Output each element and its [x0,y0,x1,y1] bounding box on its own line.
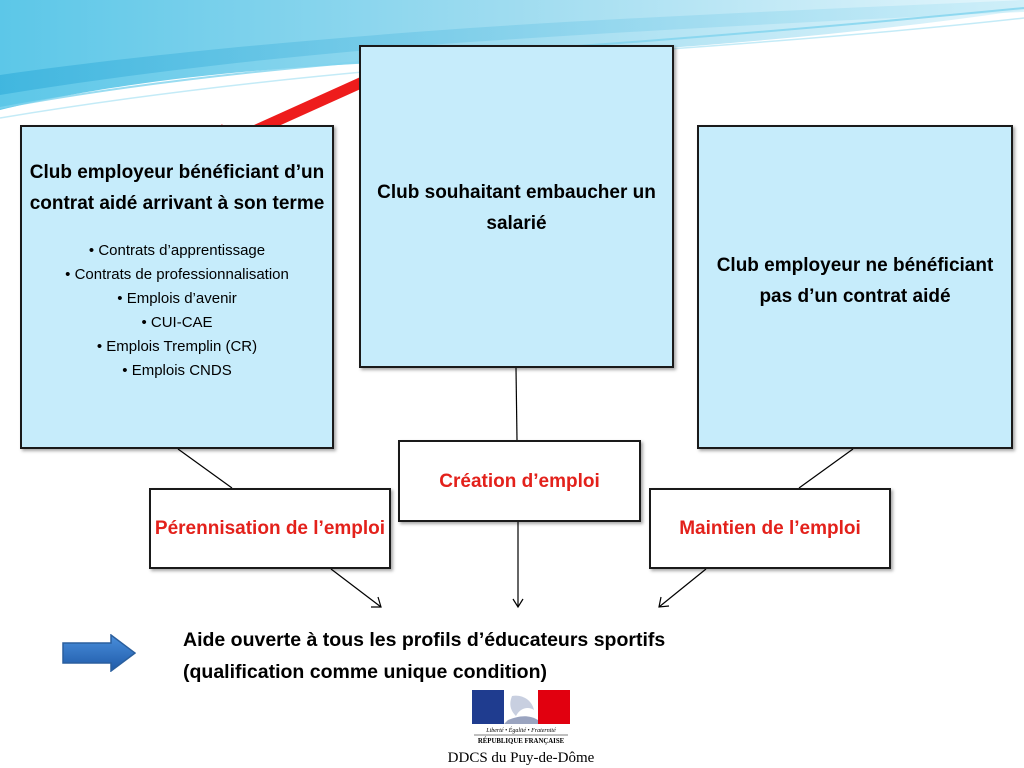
outcome-creation-label: Création d’emploi [439,470,600,492]
outcome-perennisation [149,488,391,569]
list-item: • Emplois Tremplin (CR) [65,335,289,359]
box-club-contrat-aide [20,125,334,449]
right-arrow-icon [62,634,136,672]
list-item: • Emplois d’avenir [65,287,289,311]
outcome-creation [398,440,641,522]
box-club-sans-contrat [697,125,1013,449]
box-club-embaucher-title: Club souhaitant embaucher un salarié [377,182,656,234]
aide-line-2: (qualification comme unique condition) [183,661,547,683]
box-club-embaucher [359,45,674,368]
list-item: • CUI-CAE [65,311,289,335]
outcome-maintien [649,488,891,569]
aide-description [183,624,803,688]
outcome-perennisation-label: Pérennisation de l’emploi [154,518,386,539]
footer-label: DDCS du Puy-de-Dôme [447,750,595,766]
box-club-sans-contrat-title: Club employeur ne bénéficiant pas d’un contrat aidé [716,255,994,307]
aide-line-1: Aide ouverte à tous les profils d’éducateurs sportifs [183,629,666,651]
contract-type-list [65,239,289,383]
logo-motto: Liberté • Égalité • Fraternité [486,728,556,734]
logo-name: RÉPUBLIQUE FRANÇAISE [477,738,565,745]
list-item: • Contrats de professionnalisation [65,263,289,287]
list-item: • Emplois CNDS [65,359,289,383]
republique-francaise-logo [472,690,570,748]
box-club-contrat-aide-title: Club employeur bénéficiant d’un contrat aidé arrivant à son terme [29,162,325,214]
outcome-maintien-label: Maintien de l’emploi [679,518,861,539]
list-item: • Contrats d’apprentissage [65,239,289,263]
